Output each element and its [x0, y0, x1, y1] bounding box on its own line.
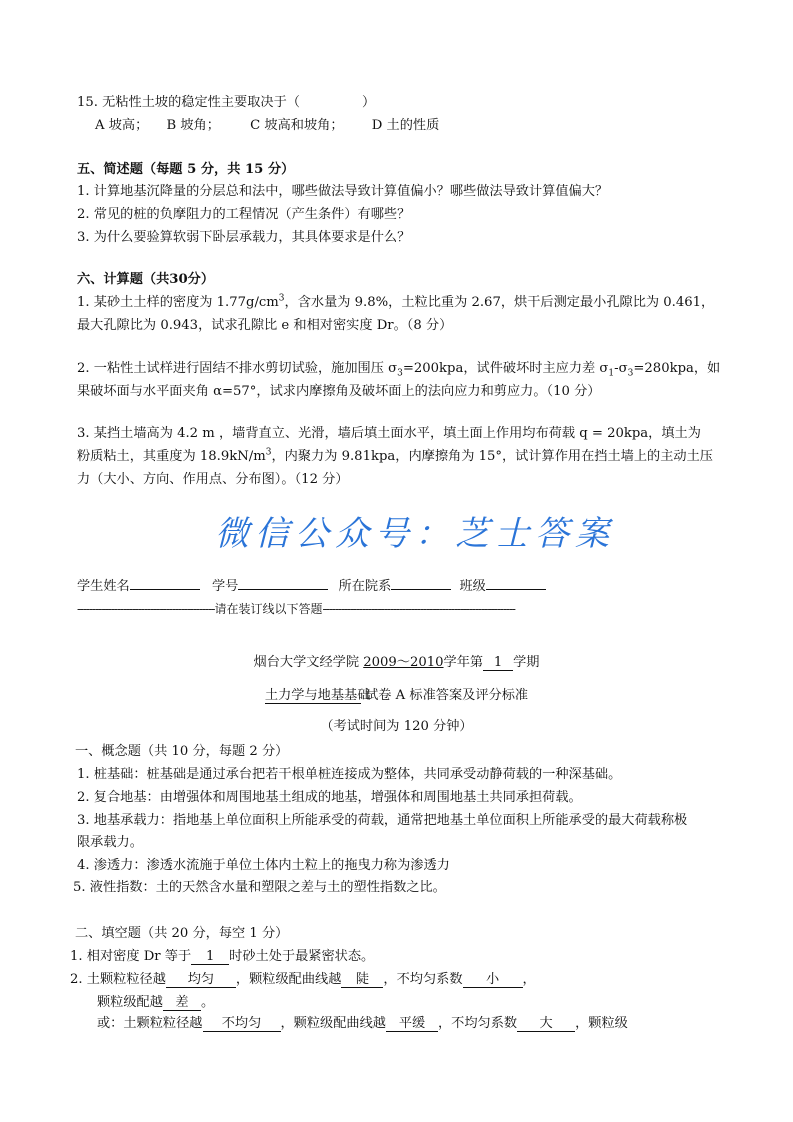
text: ，内聚力为 9.81kpa，内摩擦角为 15°，试计算作用在挡土墙上的主动土压 [271, 449, 713, 464]
text: 或：土颗粒粒径越 [97, 1016, 203, 1031]
part1-item: 5. 液性指数：土的天然含水量和塑限之差与土的塑性指数之比。 [73, 880, 446, 895]
class-label: 班级 [459, 579, 486, 594]
q15-options [95, 117, 439, 135]
text: 。 [200, 995, 215, 1010]
calc-q1-line2: 最大孔隙比为 0.943，试求孔隙比 e 和相对密实度 Dr。（8 分） [77, 318, 453, 333]
sub: 3 [627, 368, 634, 379]
sub: 1 [608, 368, 615, 379]
answer-blank: 小 [463, 972, 523, 988]
section5-item: 3. 为什么要验算软弱下卧层承载力，其具体要求是什么？ [77, 230, 411, 245]
part2-title: 二、填空题（共 20 分，每空 1 分） [75, 926, 289, 941]
calc-q3-line2 [77, 448, 713, 466]
option-b: B 坡角； [166, 118, 220, 133]
text: ，颗粒级 [575, 1016, 628, 1031]
answer-blank: 陡 [341, 972, 383, 988]
calc-q2-line2: 果破坏面与水平面夹角 α=57°，试求内摩擦角及破坏面上的法向应力和剪应力。（10 分） [77, 384, 601, 399]
years: 2009～2010 [363, 655, 444, 670]
id-label: 学号 [211, 579, 239, 594]
text: 学年第 [443, 655, 484, 670]
section5-item: 1. 计算地基沉降量的分层总和法中，哪些做法导致计算值偏小？哪些做法导致计算值偏大？ [77, 184, 609, 199]
text: ，颗粒级配曲线越 [235, 972, 342, 987]
part1-item: 限承载力。 [77, 835, 143, 850]
paper-title: 试卷 A 标准答案及评分标准 [365, 688, 529, 703]
text: 颗粒级配越 [97, 995, 163, 1010]
option-d: D 土的性质 [371, 118, 440, 133]
calc-q3-line3: 力（大小、方向、作用点、分布图）。（12 分） [77, 472, 349, 487]
part1-item: 2. 复合地基：由增强体和周围地基土组成的地基，增强体和周围地基土共同承担荷载。 [77, 790, 582, 805]
watermark: 微信公众号：芝士答案 [215, 514, 615, 554]
text: -σ [614, 361, 628, 376]
text: ，颗粒级配曲线越 [280, 1016, 386, 1031]
section5-item: 2. 常见的桩的负摩阻力的工程情况（产生条件）有哪些？ [77, 207, 411, 222]
part2-q2-line2 [97, 994, 214, 1012]
part1-item: 1. 桩基础：桩基础是通过承台把若干根单桩连接成为整体，共同承受动静荷载的一种深基础。 [77, 767, 622, 782]
answer-school-line [0, 654, 793, 672]
text: 2. 土颗粒粒径越 [70, 972, 166, 987]
text: 时砂土处于最紧密状态。 [229, 949, 375, 964]
answer-blank: 差 [163, 995, 201, 1011]
q15 [77, 94, 375, 112]
text: 1. 某砂土土样的密度为 1.77g/cm [77, 295, 279, 310]
exam-time: （考试时间为 120 分钟） [320, 719, 473, 734]
course: 土力学与地基基础 [264, 688, 371, 703]
text: ，不均匀系数 [438, 1016, 518, 1031]
dept-label: 所在院系 [338, 579, 392, 594]
part2-q1 [70, 948, 374, 966]
text: =200kpa，试件破坏时主应力差 σ [402, 361, 609, 376]
answer-blank: 不均匀 [203, 1016, 281, 1032]
part2-q2-line3 [97, 1015, 628, 1033]
q15-text: 15. 无粘性土坡的稳定性主要取决于（ [77, 95, 300, 110]
answer-blank: 平缓 [386, 1016, 438, 1032]
part1-item: 3. 地基承载力：指地基上单位面积上所能承受的荷载，通常把地基土单位面积上所能承受的最大荷载称极 [77, 813, 688, 828]
binding-text: 请在装订线以下答题 [214, 602, 323, 616]
q15-close: ） [361, 95, 376, 110]
name-label: 学生姓名 [77, 579, 130, 594]
answer-title [0, 687, 793, 705]
calc-q3-line1: 3. 某挡土墙高为 4.2 m ，墙背直立、光滑，墙后填土面水平，填土面上作用均布荷载 q = 20kpa，填土为 [77, 426, 701, 441]
section6-title: 六、计算题（共30分） [77, 272, 215, 287]
part1-item: 4. 渗透力：渗透水流施于单位土体内土粒上的拖曳力称为渗透力 [77, 858, 450, 873]
binding-line: ---------------------------------------------请在装订线以下答题--------------------------------------------------------------- [77, 602, 515, 616]
class-field[interactable] [486, 589, 546, 590]
calc-q1 [77, 294, 714, 312]
text: 粉质粘土，其重度为 18.9kN/m [77, 449, 266, 464]
student-info [77, 578, 546, 596]
dept-field[interactable] [391, 589, 451, 590]
term: 1 [483, 655, 513, 671]
text: ， [522, 972, 536, 987]
option-a: A 坡高； [95, 118, 149, 133]
answer-blank: 均匀 [166, 972, 236, 988]
part1-title: 一、概念题（共 10 分，每题 2 分） [75, 744, 289, 759]
text: 1. 相对密度 Dr 等于 [70, 949, 192, 964]
text: ，含水量为 9.8%，土粒比重为 2.67，烘干后测定最小孔隙比为 0.461， [284, 295, 715, 310]
calc-q2 [77, 360, 720, 378]
text: =280kpa，如 [633, 361, 721, 376]
name-field[interactable] [130, 589, 200, 590]
answer-blank: 大 [517, 1016, 575, 1032]
option-c: C 坡高和坡角； [250, 118, 344, 133]
section5-title: 五、简述题（每题 5 分，共 15 分） [77, 162, 295, 177]
text: 2. 一粘性土试样进行固结不排水剪切试验，施加围压 σ [77, 361, 398, 376]
sup: 3 [278, 293, 285, 304]
text: 学期 [513, 655, 540, 670]
sup: 3 [265, 447, 272, 458]
part2-q2 [70, 971, 536, 989]
sub: 3 [397, 368, 403, 379]
id-field[interactable] [238, 589, 328, 590]
answer-blank: 1 [191, 949, 229, 965]
school: 烟台大学文经学院 [253, 655, 360, 670]
text: ，不均匀系数 [383, 972, 463, 987]
